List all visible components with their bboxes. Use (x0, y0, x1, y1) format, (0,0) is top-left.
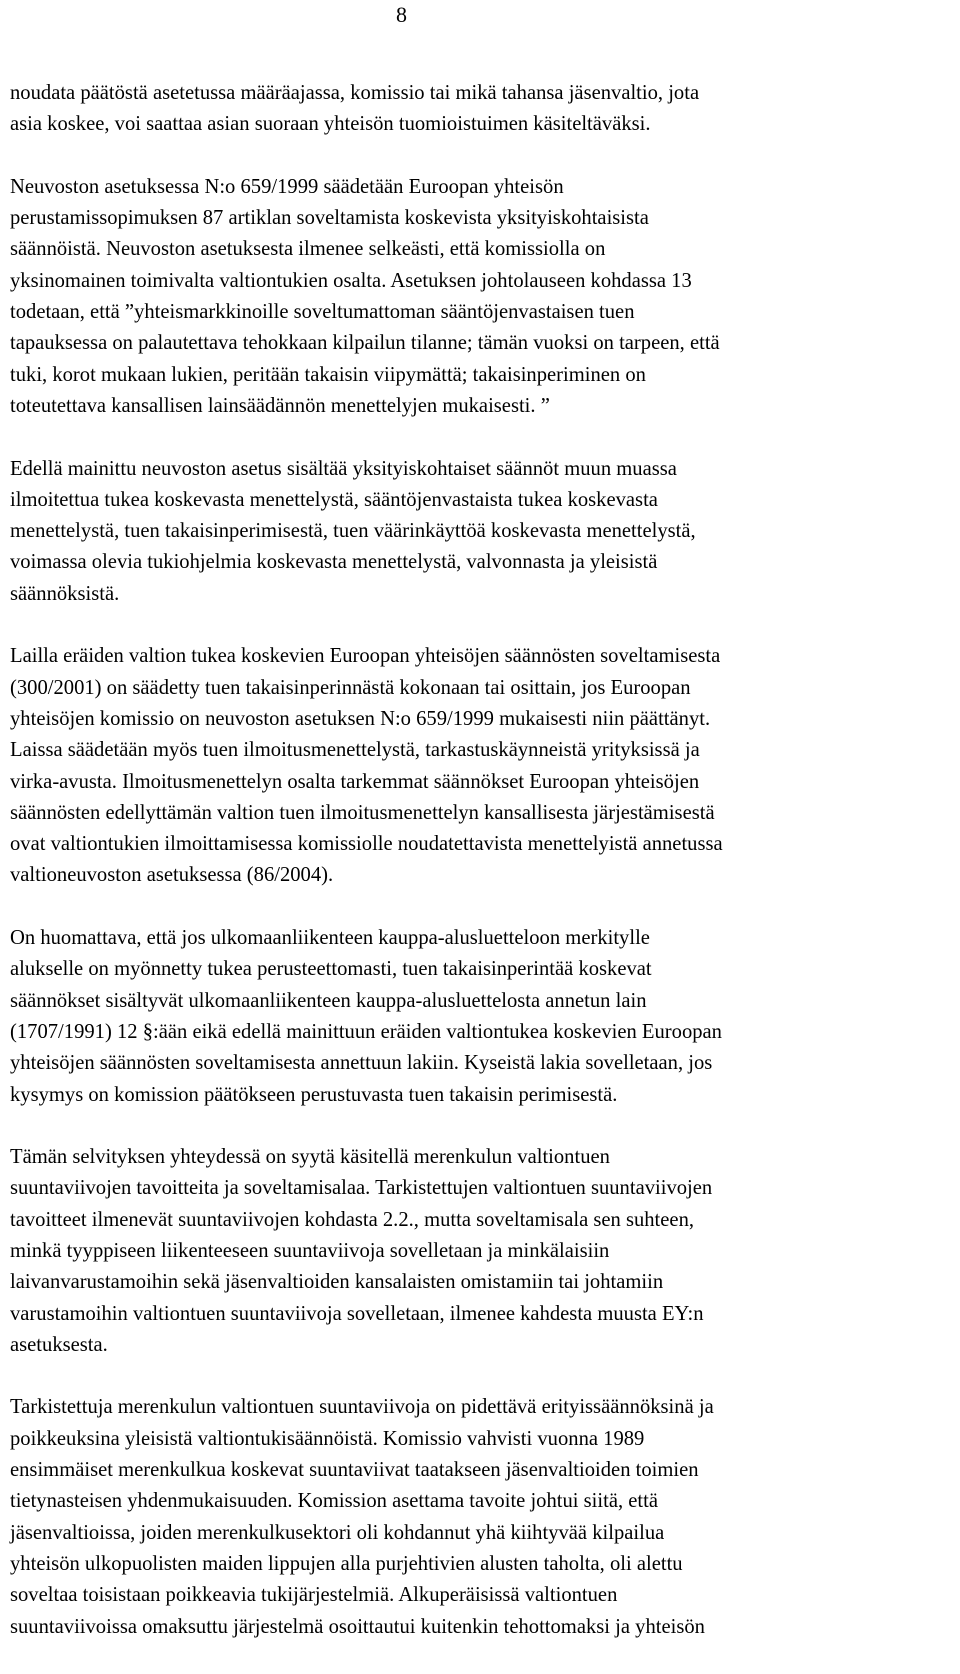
text-line: säännökset sisältyvät ulkomaanliikenteen kauppa-alusluettelosta annetun lain (10, 989, 647, 1012)
text-line: poikkeuksina yleisistä valtiontukisäännöistä. Komissio vahvisti vuonna 1989 (10, 1427, 645, 1450)
text-line: säännöistä. Neuvoston asetuksesta ilmenee selkeästi, että komissiolla on (10, 238, 606, 261)
text-line: tavoitteet ilmenevät suuntaviivojen kohdasta 2.2., mutta soveltamisala sen suhteen, (10, 1208, 695, 1231)
text-line: voimassa olevia tukiohjelmia koskevasta menettelystä, valvonnasta ja yleisistä (10, 551, 658, 574)
text-line: yhteisöjen komissio on neuvoston asetuksen N:o 659/1999 mukaisesti niin päättänyt. (10, 707, 711, 730)
text-line: Tämän selvityksen yhteydessä on syytä käsitellä merenkulun valtiontuen (10, 1146, 610, 1169)
paragraph (10, 1142, 945, 1361)
text-line: suuntaviivojen tavoitteita ja soveltamisalaa. Tarkistettujen valtiontuen suuntaviivojen (10, 1177, 713, 1200)
text-line: noudata päätöstä asetetussa määräajassa, komissio tai mikä tahansa jäsenvaltio, jota (10, 82, 700, 104)
text-line: yksinomainen toimivalta valtiontukien osalta. Asetuksen johtolauseen kohdassa 13 (10, 269, 692, 292)
text-line: ilmoitettua tukea koskevasta menettelystä, sääntöjenvastaista tukea koskevasta (10, 488, 658, 511)
text-line: ovat valtiontukien ilmoittamisessa komissiolle noudatettavista menettelyistä annetussa (10, 833, 723, 856)
text-line: ensimmäiset merenkulkua koskevat suuntaviivat taatakseen jäsenvaltioiden toimien (10, 1459, 699, 1482)
text-line: asia koskee, voi saattaa asian suoraan yhteisön tuomioistuimen käsiteltäväksi. (10, 113, 651, 136)
text-line: Tarkistettuja merenkulun valtiontuen suuntaviivoja on pidettävä erityissäännöksinä ja (10, 1396, 714, 1419)
text-line: alukselle on myönnetty tukea perusteettomasti, tuen takaisinperintää koskevat (10, 958, 652, 981)
text-line: tietynasteisen yhdenmukaisuuden. Komission asettama tavoite johtui siitä, että (10, 1490, 658, 1513)
text-line: Neuvoston asetuksessa N:o 659/1999 säädetään Euroopan yhteisön (10, 175, 564, 198)
paragraph (10, 1392, 945, 1642)
text-line: On huomattava, että jos ulkomaanliikenteen kauppa-alusluetteloon merkitylle (10, 927, 650, 950)
text-line: Laissa säädetään myös tuen ilmoitusmenettelystä, tarkastuskäynneistä yrityksissä ja (10, 739, 700, 762)
paragraph (10, 641, 945, 891)
text-line: tuki, korot mukaan lukien, peritään takaisin viipymättä; takaisinperiminen on (10, 363, 646, 386)
text-line: virka-avusta. Ilmoitusmenettelyn osalta tarkemmat säännökset Euroopan yhteisöjen (10, 770, 700, 793)
text-line: valtioneuvoston asetuksessa (86/2004). (10, 864, 334, 887)
text-line: toteutettava kansallisen lainsäädännön menettelyjen mukaisesti. ” (10, 394, 550, 417)
text-line: säännöksistä. (10, 582, 120, 605)
text-line: tapauksessa on palautettava tehokkaan kilpailun tilanne; tämän vuoksi on tarpeen, että (10, 332, 720, 355)
text-line: (1707/1991) 12 §:ään eikä edellä mainittuun eräiden valtiontukea koskevien Euroopan (10, 1020, 722, 1043)
text-line: varustamoihin valtiontuen suuntaviivoja sovelletaan, ilmenee kahdesta muusta EY:n (10, 1302, 704, 1325)
text-line: Edellä mainittu neuvoston asetus sisältää yksityiskohtaiset säännöt muun muassa (10, 457, 677, 480)
text-line: menettelystä, tuen takaisinperimisestä, tuen väärinkäyttöä koskevasta menettelystä, (10, 520, 696, 543)
paragraph (10, 172, 945, 422)
text-line: Lailla eräiden valtion tukea koskevien Euroopan yhteisöjen säännösten soveltamisesta (10, 645, 721, 668)
text-line: jäsenvaltioissa, joiden merenkulkusektori oli kohdannut yhä kiihtyvää kilpailua (10, 1521, 665, 1544)
text-line: säännösten edellyttämän valtion tuen ilmoitusmenettelyn kansallisesta järjestämisestä (10, 801, 715, 824)
text-line: perustamissopimuksen 87 artiklan soveltamista koskevista yksityiskohtaisista (10, 207, 649, 230)
page-number: 8 (396, 2, 407, 27)
paragraph (10, 78, 945, 141)
text-line: (300/2001) on säädetty tuen takaisinperinnästä kokonaan tai osittain, jos Euroopan (10, 676, 691, 699)
paragraph (10, 454, 945, 610)
text-line: minkä tyyppiseen liikenteeseen suuntaviivoja sovelletaan ja minkälaisiin (10, 1239, 610, 1262)
paragraph (10, 923, 945, 1111)
text-line: asetuksesta. (10, 1333, 108, 1356)
text-line: kysymys on komission päätökseen perustuvasta tuen takaisin perimisestä. (10, 1083, 618, 1106)
text-line: suuntaviivoissa omaksuttu järjestelmä osoittautui kuitenkin tehottomaksi ja yhteisön (10, 1615, 705, 1638)
document-body (10, 78, 945, 1674)
text-line: yhteisön ulkopuolisten maiden lippujen alla purjehtivien alusten taholta, oli alettu (10, 1552, 683, 1575)
text-line: yhteisöjen säännösten soveltamisesta annettuun lakiin. Kyseistä lakia sovelletaan, jos (10, 1052, 713, 1075)
text-line: todetaan, että ”yhteismarkkinoille soveltumattoman sääntöjenvastaisen tuen (10, 301, 635, 324)
text-line: laivanvarustamoihin sekä jäsenvaltioiden kansalaisten omistamiin tai johtamiin (10, 1271, 664, 1294)
text-line: soveltaa toisistaan poikkeavia tukijärjestelmiä. Alkuperäisissä valtiontuen (10, 1584, 618, 1607)
